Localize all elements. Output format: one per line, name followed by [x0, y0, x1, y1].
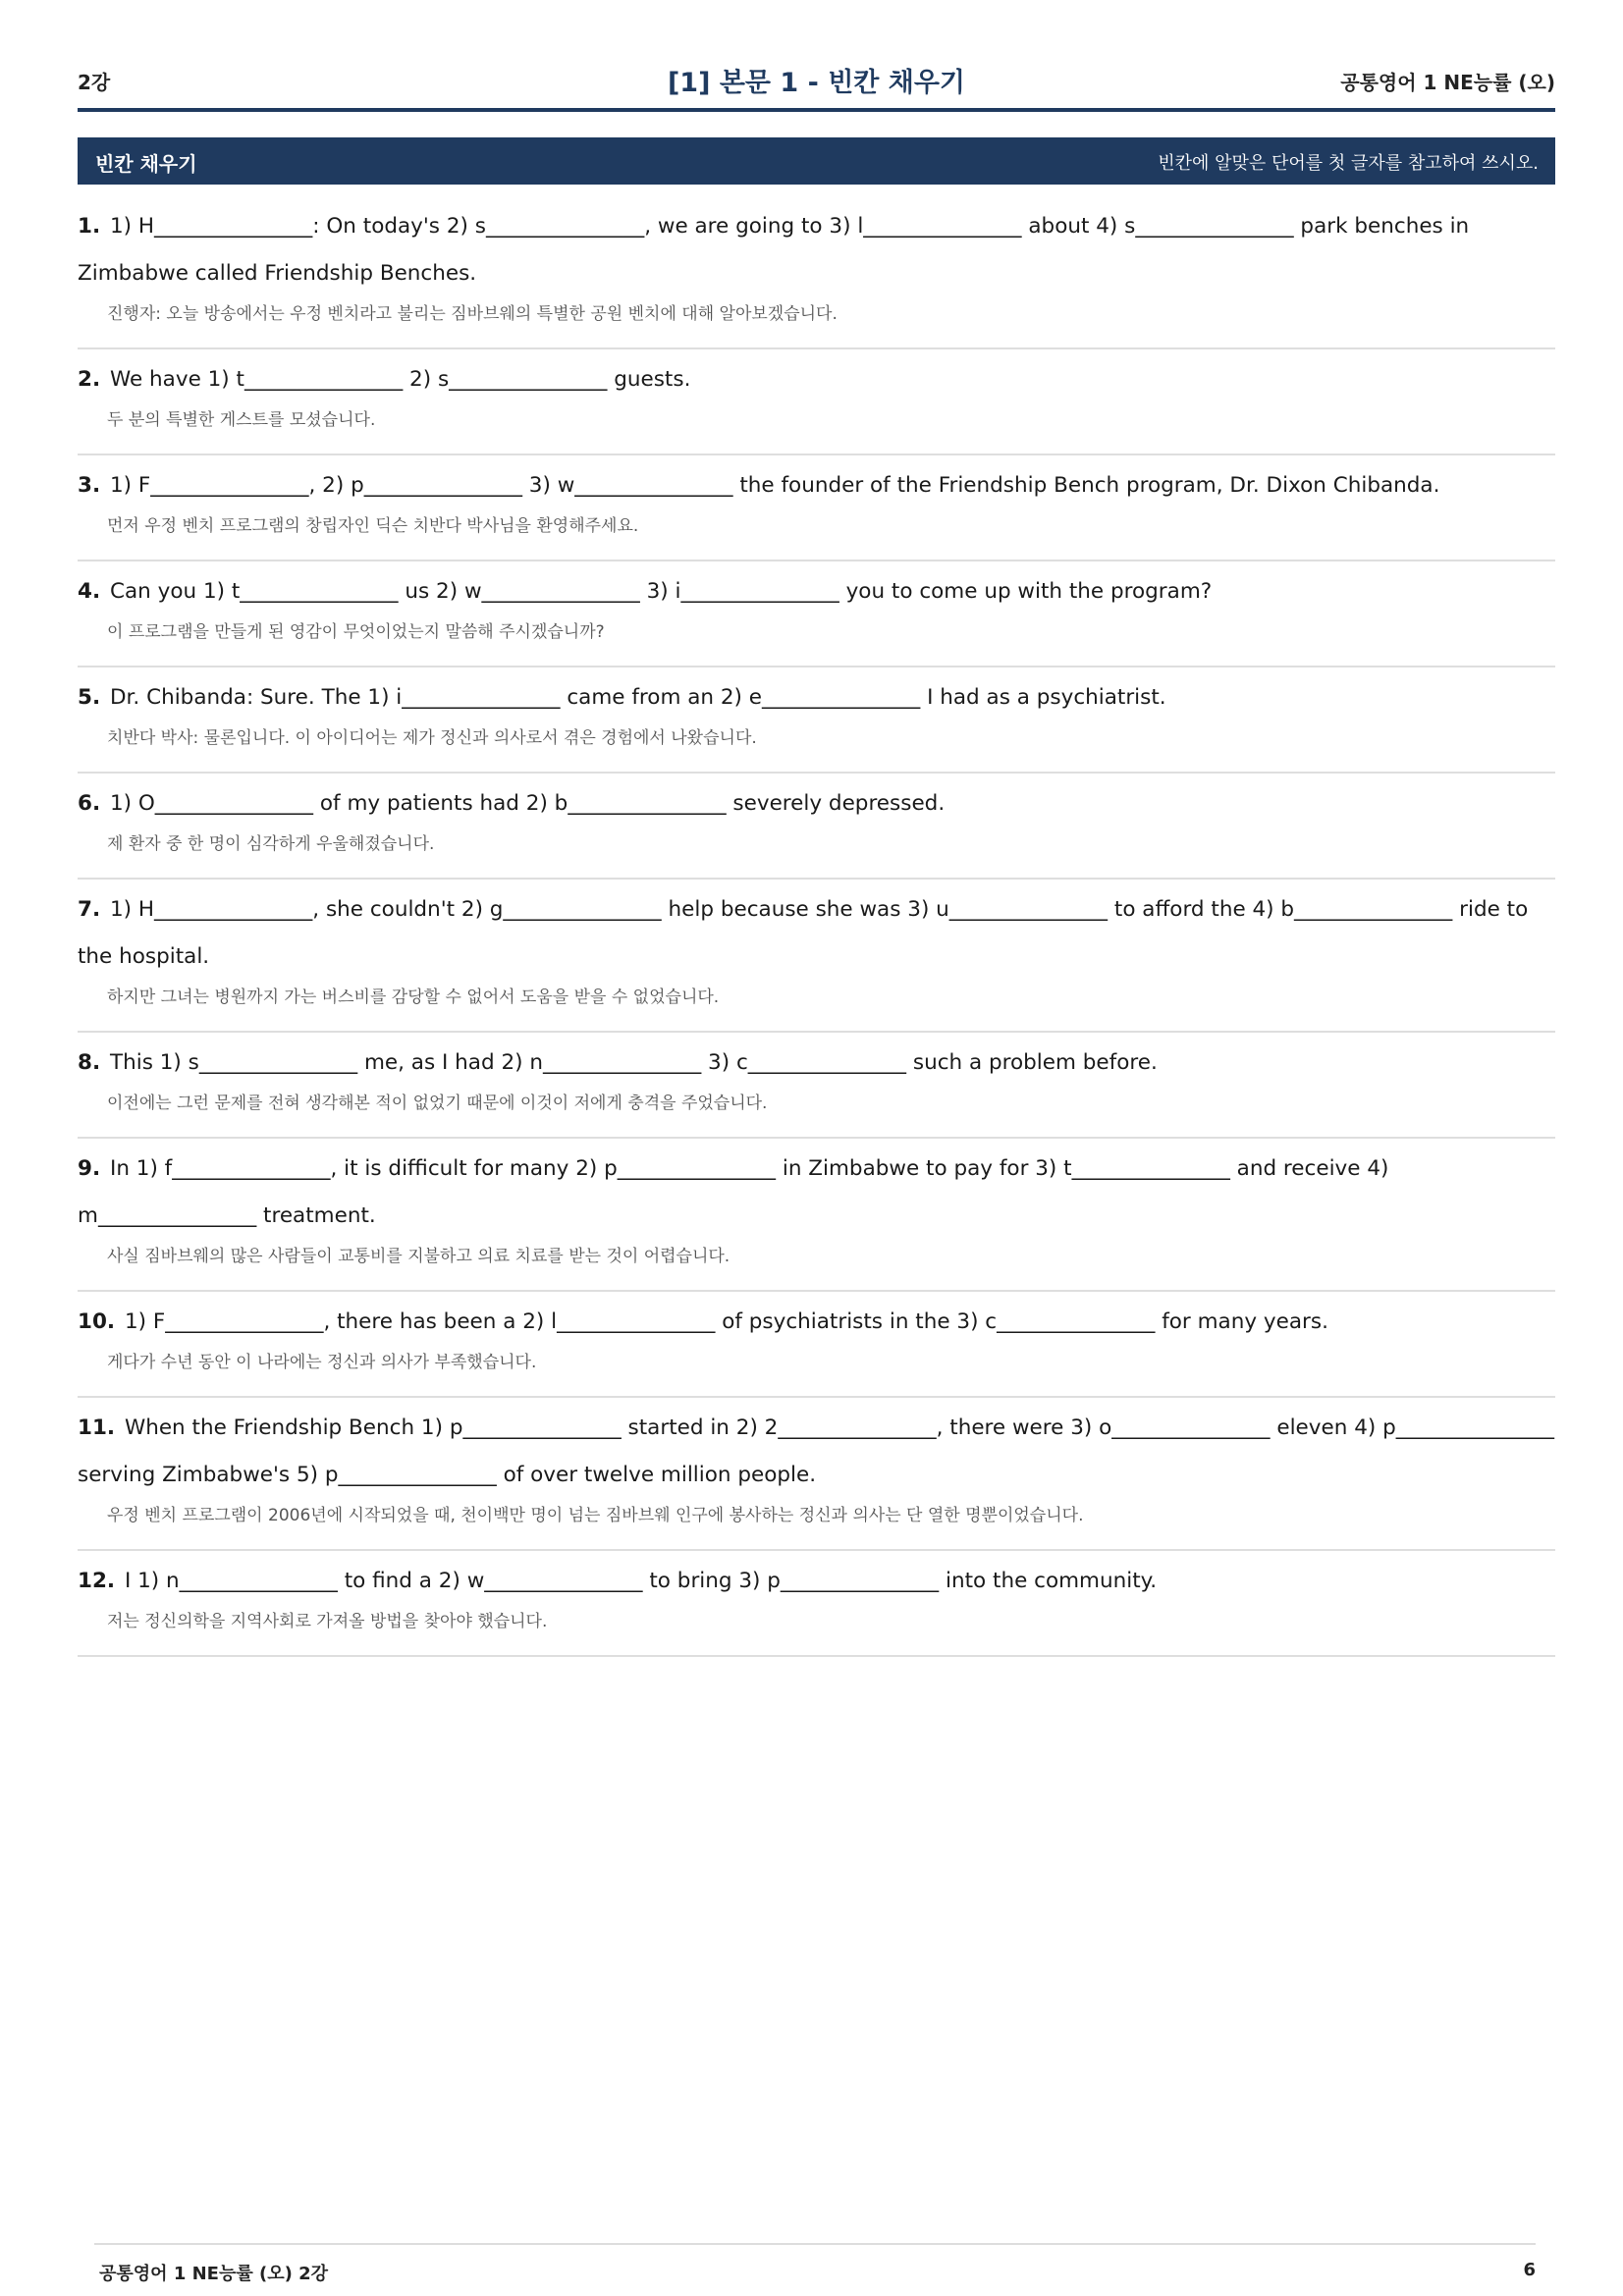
question-sentence: We have 1) t_______________ 2) s_______________ guests.: [109, 367, 691, 392]
question-list: [78, 196, 1555, 1657]
question-translation: 먼저 우정 벤치 프로그램의 창립자인 딕슨 치반다 박사님을 환영해주세요.: [107, 516, 639, 536]
question-translation: 저는 정신의학을 지역사회로 가져올 방법을 찾아야 했습니다.: [107, 1612, 548, 1631]
question-item-5: [78, 667, 1555, 774]
question-sentence: In 1) f_______________, it is difficult for many 2) p_______________ in Zimbabwe to pay for 3) t_______________ and receive 4) m_______________ treatment.: [78, 1156, 1389, 1228]
question-number: 12.: [78, 1569, 116, 1593]
question-item-7: [78, 880, 1555, 1033]
section-title: 빈칸 채우기: [95, 152, 197, 176]
question-sentence: 1) F_______________, there has been a 2) l_______________ of psychiatrists in the 3) c_______________ for many years.: [124, 1309, 1328, 1334]
question-sentence: 1) H_______________, she couldn't 2) g_______________ help because she was 3) u_______________ to afford the 4) b_______________ ride to the hospital.: [78, 897, 1529, 969]
question-number: 10.: [78, 1309, 116, 1334]
question-translation: 사실 짐바브웨의 많은 사람들이 교통비를 지불하고 의료 치료를 받는 것이 어렵습니다.: [107, 1247, 730, 1266]
question-item-12: [78, 1551, 1555, 1657]
question-number: 7.: [78, 897, 101, 922]
question-text: [78, 1299, 1555, 1346]
question-text: [78, 1040, 1555, 1087]
question-translation: 두 분의 특별한 게스트를 모셨습니다.: [107, 410, 376, 430]
question-item-3: [78, 455, 1555, 561]
question-item-11: [78, 1398, 1555, 1551]
question-sentence: This 1) s_______________ me, as I had 2) n_______________ 3) c_______________ such a problem before.: [109, 1050, 1158, 1075]
footer-label: 공통영어 1 NE능률 (오) 2강: [99, 2264, 329, 2284]
page-footer: [94, 2243, 1536, 2294]
question-sentence: Dr. Chibanda: Sure. The 1) i_______________ came from an 2) e_______________ I had as a psychiatrist.: [109, 685, 1166, 710]
question-translation: 치반다 박사: 물론입니다. 이 아이디어는 제가 정신과 의사로서 겪은 경험에서 나왔습니다.: [107, 728, 757, 748]
question-sentence: 1) H_______________: On today's 2) s_______________, we are going to 3) l_______________ about 4) s_______________ park benches in Zimbabwe called Friendship Benches.: [78, 214, 1470, 286]
question-text: [78, 886, 1555, 981]
question-item-10: [78, 1292, 1555, 1398]
question-text: [78, 356, 1555, 403]
question-text: [78, 1558, 1555, 1605]
question-sentence: I 1) n_______________ to find a 2) w_______________ to bring 3) p_______________ into the community.: [124, 1569, 1158, 1593]
question-sentence: When the Friendship Bench 1) p_______________ started in 2) 2_______________, there were 3) o_______________ eleven 4) p_______________ serving Zimbabwe's 5) p_______________ of over twelve million people.: [78, 1415, 1554, 1487]
question-item-9: [78, 1139, 1555, 1292]
question-number: 1.: [78, 214, 101, 239]
question-sentence: Can you 1) t_______________ us 2) w_______________ 3) i_______________ you to come up with the program?: [109, 579, 1213, 604]
question-text: [78, 780, 1555, 828]
question-item-6: [78, 774, 1555, 880]
question-sentence: 1) F_______________, 2) p_______________ 3) w_______________ the founder of the Friendship Bench program, Dr. Dixon Chibanda.: [109, 473, 1440, 498]
question-number: 4.: [78, 579, 101, 604]
question-item-2: [78, 349, 1555, 455]
section-instruction: 빈칸에 알맞은 단어를 첫 글자를 참고하여 쓰시오.: [1158, 153, 1539, 174]
question-translation: 하지만 그녀는 병원까지 가는 버스비를 감당할 수 없어서 도움을 받을 수 없었습니다.: [107, 988, 720, 1007]
lesson-label: 2강: [78, 71, 111, 94]
question-translation: 이전에는 그런 문제를 전혀 생각해본 적이 없었기 때문에 이것이 저에게 충격을 주었습니다.: [107, 1094, 768, 1113]
question-translation: 게다가 수년 동안 이 나라에는 정신과 의사가 부족했습니다.: [107, 1353, 537, 1372]
page-title: [1] 본문 1 - 빈칸 채우기: [667, 68, 966, 98]
page-number: 6: [1523, 2260, 1536, 2280]
question-text: [78, 674, 1555, 721]
question-text: [78, 203, 1555, 297]
question-number: 6.: [78, 791, 101, 816]
question-item-4: [78, 561, 1555, 667]
question-item-1: [78, 196, 1555, 349]
section-bar: [78, 137, 1555, 185]
question-number: 3.: [78, 473, 101, 498]
question-number: 8.: [78, 1050, 101, 1075]
question-translation: 제 환자 중 한 명이 심각하게 우울해졌습니다.: [107, 834, 435, 854]
question-translation: 진행자: 오늘 방송에서는 우정 벤치라고 불리는 짐바브웨의 특별한 공원 벤치에 대해 알아보겠습니다.: [107, 304, 838, 324]
question-number: 9.: [78, 1156, 101, 1181]
question-number: 2.: [78, 367, 101, 392]
question-number: 5.: [78, 685, 101, 710]
question-text: [78, 462, 1555, 509]
question-translation: 이 프로그램을 만들게 된 영감이 무엇이었는지 말씀해 주시겠습니까?: [107, 622, 605, 642]
textbook-label: 공통영어 1 NE능률 (오): [1340, 71, 1555, 94]
question-text: [78, 1146, 1555, 1240]
question-text: [78, 568, 1555, 615]
question-item-8: [78, 1033, 1555, 1139]
question-number: 11.: [78, 1415, 116, 1440]
question-sentence: 1) O_______________ of my patients had 2) b_______________ severely depressed.: [109, 791, 946, 816]
question-translation: 우정 벤치 프로그램이 2006년에 시작되었을 때, 천이백만 명이 넘는 짐바브웨 인구에 봉사하는 정신과 의사는 단 열한 명뿐이었습니다.: [107, 1506, 1084, 1525]
page-header: [78, 57, 1555, 112]
question-text: [78, 1405, 1555, 1499]
